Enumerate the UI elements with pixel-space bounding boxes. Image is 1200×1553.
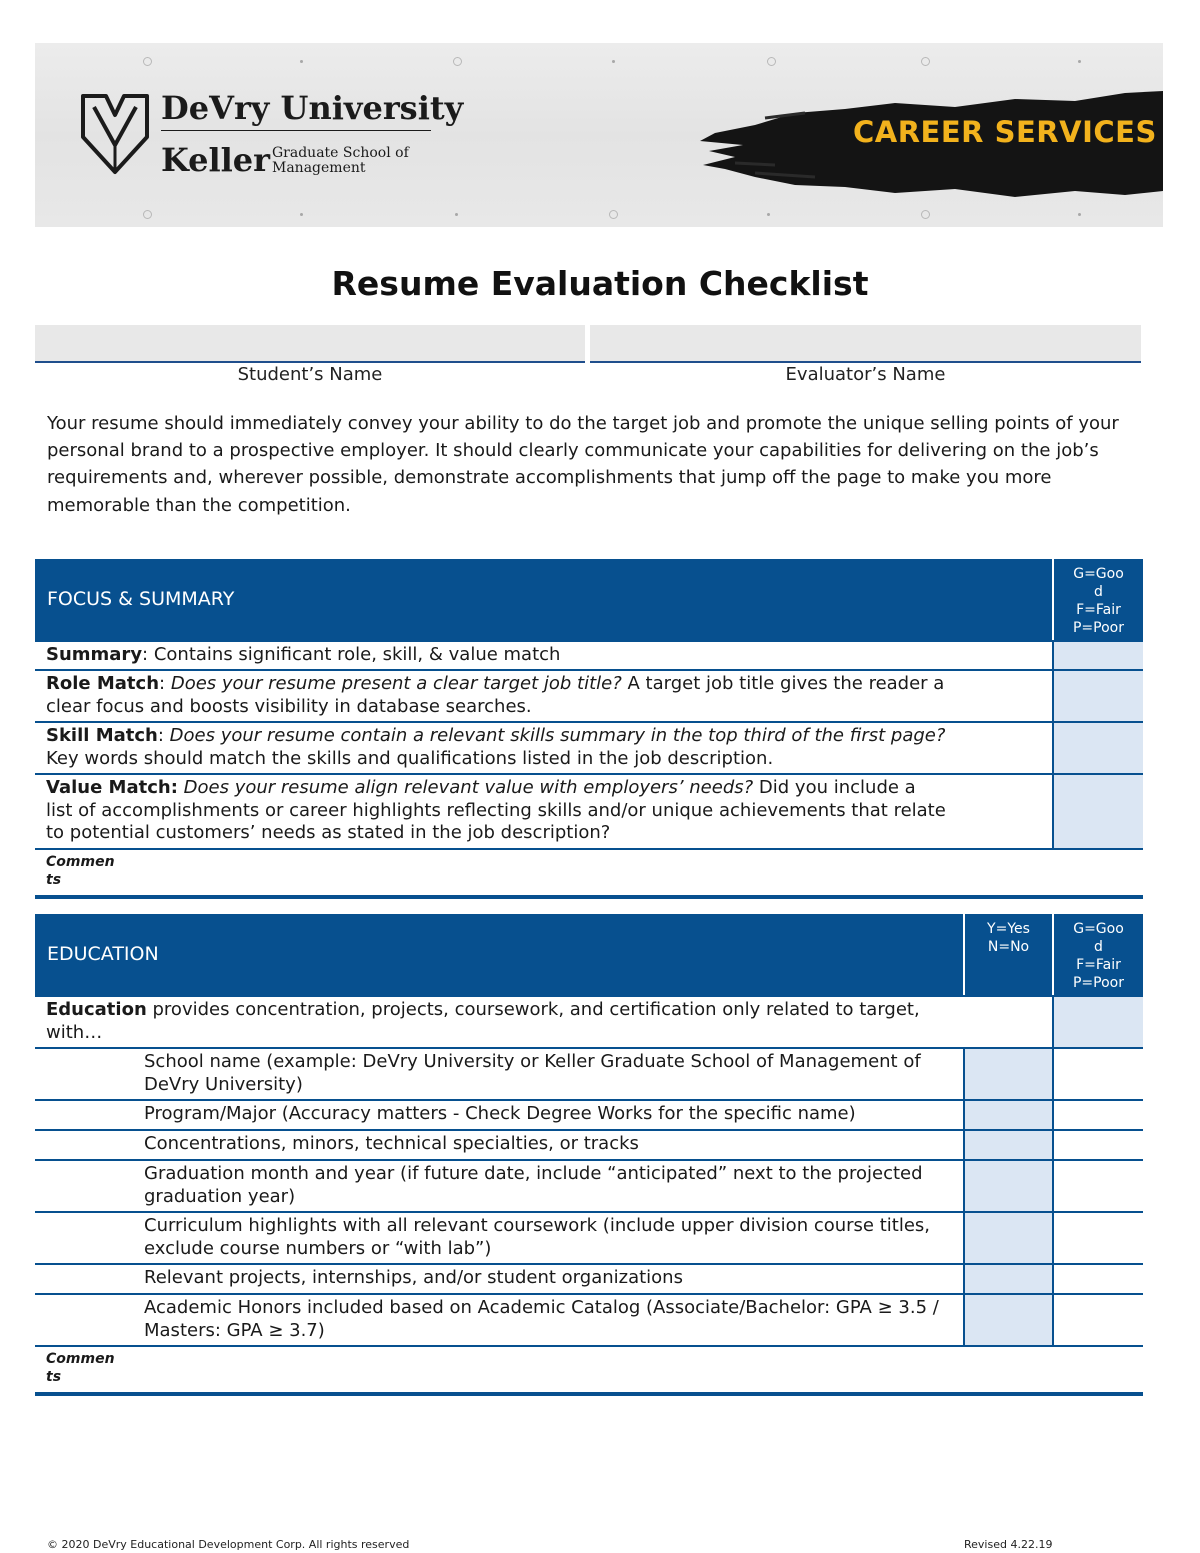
- education-heading: EDUCATION: [47, 943, 159, 965]
- evaluator-name-field[interactable]: [590, 325, 1141, 363]
- academic-honors-yn-cell[interactable]: [963, 1295, 1052, 1345]
- table-row: Skill Match: Does your resume contain a relevant skills summary in the top third of the first page? Key words should match the skills and qualifications listed in the job description.: [35, 721, 1143, 773]
- table-row: Value Match: Does your resume align relevant value with employers’ needs? Did you include a list of accomplishments or career highlights reflecting skills and/or unique achievements that relate to potential customers’ needs as stated in the job description?: [35, 773, 1143, 848]
- focus-heading: FOCUS & SUMMARY: [47, 588, 235, 610]
- brand-name: DeVry University: [161, 89, 431, 131]
- shield-logo-icon: [80, 93, 150, 175]
- career-services-label: CAREER SERVICES: [853, 115, 1157, 149]
- graduation-date-yn-cell[interactable]: [963, 1161, 1052, 1211]
- education-yes-no-key: Y=Yes N=No: [963, 914, 1052, 995]
- student-name-field[interactable]: [35, 325, 585, 363]
- table-row: Role Match: Does your resume present a clear target job title? A target job title gives the reader a clear focus and boosts visibility in database searches.: [35, 669, 1143, 721]
- education-header: [35, 914, 963, 995]
- table-row: Academic Honors included based on Academic Catalog (Associate/Bachelor: GPA ≥ 3.5 / Masters: GPA ≥ 3.7): [35, 1293, 1143, 1345]
- table-row: Concentrations, minors, technical specialties, or tracks: [35, 1129, 1143, 1159]
- evaluator-name-label: Evaluator’s Name: [785, 364, 946, 385]
- focus-header: [35, 559, 1052, 640]
- revised-date: Revised 4.22.19: [964, 1538, 1053, 1551]
- table-row: Program/Major (Accuracy matters - Check Degree Works for the specific name): [35, 1099, 1143, 1129]
- concentrations-yn-cell[interactable]: [963, 1131, 1052, 1159]
- brand-keller: Keller: [161, 141, 270, 179]
- table-bottom-rule: [35, 895, 1143, 899]
- header-banner: [35, 43, 1163, 227]
- focus-summary-table: [35, 559, 1143, 904]
- table-bottom-rule: [35, 1392, 1143, 1396]
- copyright-text: © 2020 DeVry Educational Development Corp. All rights reserved: [47, 1538, 410, 1551]
- value-match-rating-cell[interactable]: [1052, 775, 1143, 848]
- focus-rating-key: G=Goo d F=Fair P=Poor: [1052, 559, 1143, 640]
- education-table: [35, 914, 1143, 1400]
- intro-paragraph: Your resume should immediately convey your ability to do the target job and promote the unique selling points of your personal brand to a prospective employer. It should clearly communicate your capabilities for delivering on the job’s requirements and, wherever possible, demonstrate accomplishments that jump off the page to make you more memorable than the competition.: [47, 413, 1119, 516]
- projects-yn-cell[interactable]: [963, 1265, 1052, 1293]
- table-row: Education provides concentration, projects, coursework, and certification only related to target, with…: [35, 995, 1143, 1047]
- table-row: Curriculum highlights with all relevant coursework (include upper division course titles, exclude course numbers or “with lab”): [35, 1211, 1143, 1263]
- column-divider: [1052, 1047, 1054, 1345]
- school-name-yn-cell[interactable]: [963, 1049, 1052, 1099]
- table-row: School name (example: DeVry University or Keller Graduate School of Management of DeVry University): [35, 1047, 1143, 1099]
- skill-match-rating-cell[interactable]: [1052, 723, 1143, 773]
- program-major-yn-cell[interactable]: [963, 1101, 1052, 1129]
- education-comments-row[interactable]: [35, 1345, 1143, 1395]
- brand-graduate-school: Graduate School of Management: [272, 145, 409, 176]
- curriculum-yn-cell[interactable]: [963, 1213, 1052, 1263]
- role-match-rating-cell[interactable]: [1052, 671, 1143, 721]
- focus-comments-row[interactable]: [35, 848, 1143, 896]
- table-row: Relevant projects, internships, and/or student organizations: [35, 1263, 1143, 1293]
- comments-label: Commen ts: [46, 854, 115, 888]
- summary-rating-cell[interactable]: [1052, 642, 1143, 669]
- comments-label: Commen ts: [46, 1351, 115, 1385]
- table-row: Graduation month and year (if future date, include “anticipated” next to the projected graduation year): [35, 1159, 1143, 1211]
- student-name-label: Student’s Name: [237, 364, 383, 385]
- education-rating-cell[interactable]: [1052, 997, 1143, 1047]
- table-row: Summary: Contains significant role, skill, & value match: [35, 640, 1143, 669]
- page-title: Resume Evaluation Checklist: [331, 264, 869, 303]
- education-rating-key: G=Goo d F=Fair P=Poor: [1052, 914, 1143, 995]
